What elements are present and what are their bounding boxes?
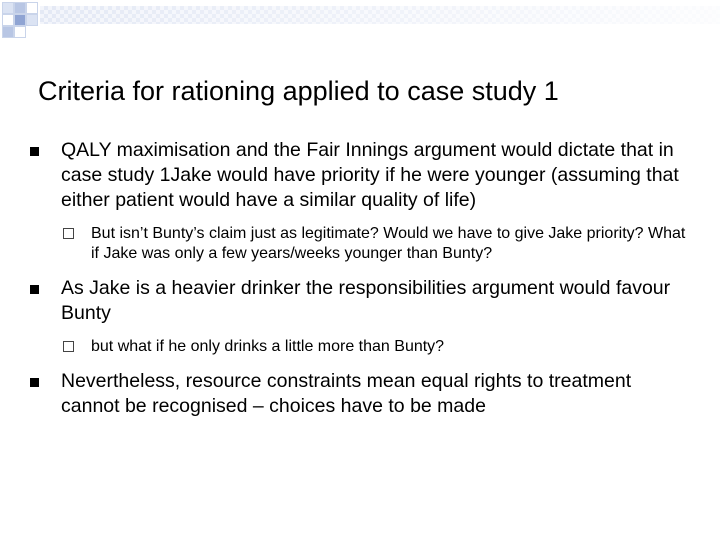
sub-bullet-text: But isn’t Bunty’s claim just as legitimate? Would we have to give Jake priority? What if Jake was only a few years/weeks younger than Bunty?: [91, 225, 686, 262]
slide-title: Criteria for rationing applied to case study 1: [38, 76, 559, 106]
header-decoration: [0, 0, 720, 40]
bullet-item-responsibilities: [30, 276, 690, 326]
bullet-item-resource-constraints: [30, 369, 690, 419]
filled-square-icon: [30, 147, 39, 156]
bullet-text: As Jake is a heavier drinker the responsibilities argument would favour Bunty: [61, 277, 671, 324]
filled-square-icon: [30, 378, 39, 387]
bullet-text: Nevertheless, resource constraints mean equal rights to treatment cannot be recognised – choices have to be made: [61, 370, 632, 417]
hollow-square-icon: [63, 341, 74, 352]
bullet-item-qaly: [30, 138, 690, 213]
sub-bullet-item-drinks: [30, 337, 690, 357]
slide-body: [30, 138, 690, 419]
filled-square-icon: [30, 285, 39, 294]
sub-bullet-text: but what if he only drinks a little more than Bunty?: [91, 338, 445, 355]
sub-bullet-item-bunty-claim: [30, 224, 690, 264]
hollow-square-icon: [63, 228, 74, 239]
bullet-text: QALY maximisation and the Fair Innings argument would dictate that in case study 1Jake would have priority if he were younger (assuming that either patient would have a similar quality of life): [61, 139, 679, 211]
checker-pattern: [40, 6, 720, 24]
